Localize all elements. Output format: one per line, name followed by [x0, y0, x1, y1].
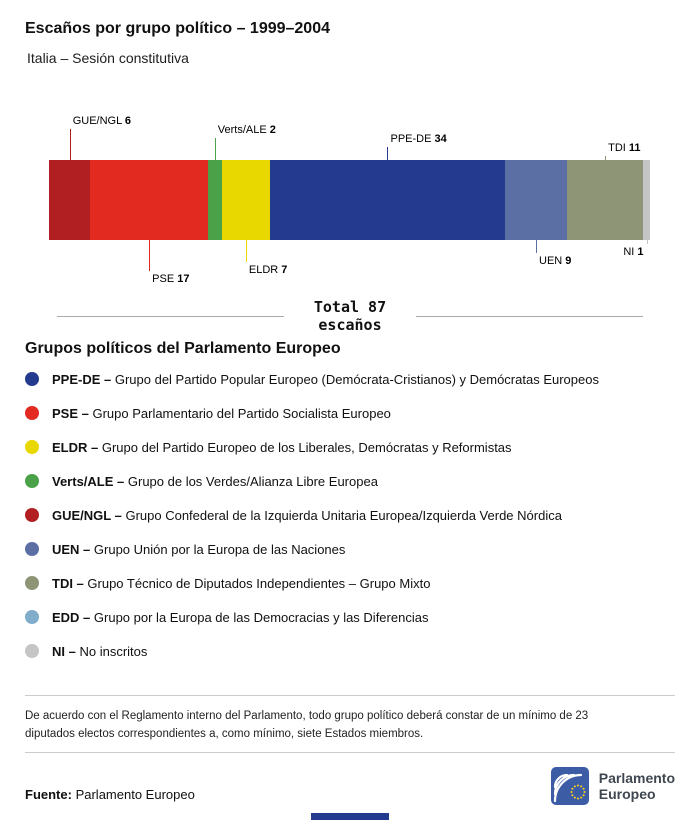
seats-chart [0, 104, 700, 294]
logo-text-line2: Europeo [598, 785, 656, 802]
total-divider-left [57, 316, 284, 317]
legend-dot-pse [25, 406, 39, 420]
total-row [57, 298, 643, 334]
bar-label-pse: PSE 17 [152, 273, 190, 285]
source-value: Parlamento Europeo [75, 786, 195, 802]
legend-label-eldr: ELDR – Grupo del Partido Europeo de los Liberales, Demócratas y Reformistas [52, 439, 512, 455]
legend-label-ppe-de: PPE-DE – Grupo del Partido Popular Europeo (Demócrata-Cristianos) y Demócratas Europeos [52, 371, 599, 387]
legend-item-edd [25, 600, 675, 634]
bar-label-gue-ngl: GUE/NGL 6 [72, 115, 132, 127]
legend-dot-uen [25, 542, 39, 556]
parliament-logo [551, 767, 675, 805]
legend-item-eldr [25, 430, 675, 464]
stacked-bar [49, 160, 650, 240]
divider-bottom [25, 752, 675, 753]
legend-label-edd: EDD – Grupo por la Europa de las Democracias y las Diferencias [52, 609, 429, 625]
legend-label-pse: PSE – Grupo Parlamentario del Partido Socialista Europeo [52, 405, 391, 421]
page-subtitle: Italia – Sesión constitutiva [27, 50, 189, 66]
bar-label-tdi: TDI 11 [608, 142, 641, 154]
callout-line-verts-ale [215, 138, 216, 160]
parliament-logo-text [599, 770, 675, 802]
bar-segment-gue-ngl [49, 160, 90, 240]
legend-dot-ppe-de [25, 372, 39, 386]
legend-item-ppe-de [25, 362, 675, 396]
source-label: Fuente: [25, 786, 72, 802]
bar-segment-ppe-de [270, 160, 505, 240]
legend-item-verts-ale [25, 464, 675, 498]
bar-segment-verts-ale [208, 160, 222, 240]
legend-label-uen: UEN – Grupo Unión por la Europa de las Naciones [52, 541, 346, 557]
total-label: Total 87 [313, 298, 387, 316]
bar-label-uen: UEN 9 [539, 255, 572, 267]
source [25, 787, 195, 805]
footnote: De acuerdo con el Reglamento interno del Parlamento, todo grupo político deberá constar de un mínimo de 23 diputados electos correspondientes a, como mínimo, siete Estados miembros. [25, 710, 589, 740]
legend-item-uen [25, 532, 675, 566]
bar-segment-tdi [567, 160, 643, 240]
legend-dot-eldr [25, 440, 39, 454]
legend-label-ni: NI – No inscritos [52, 643, 148, 659]
callout-line-ni [647, 240, 648, 244]
legend-item-gue-ngl [25, 498, 675, 532]
bar-label-eldr: ELDR 7 [248, 264, 288, 276]
legend-dot-ni [25, 644, 39, 658]
legend-list [25, 362, 675, 668]
callout-line-gue-ngl [70, 129, 71, 160]
legend-item-ni [25, 634, 675, 668]
callout-line-eldr [246, 240, 247, 262]
legend-dot-tdi [25, 576, 39, 590]
bar-segment-uen [505, 160, 567, 240]
total-sublabel: escaños [318, 316, 382, 334]
divider-top [25, 695, 675, 696]
legend-item-tdi [25, 566, 675, 600]
callout-line-tdi [605, 156, 606, 160]
european-parliament-logo-icon [551, 767, 589, 805]
legend-item-pse [25, 396, 675, 430]
legend-label-gue-ngl: GUE/NGL – Grupo Confederal de la Izquierda Unitaria Europea/Izquierda Verde Nórdica [52, 507, 562, 523]
callout-line-ppe-de [387, 147, 388, 160]
bar-segment-pse [90, 160, 207, 240]
legend-label-verts-ale: Verts/ALE – Grupo de los Verdes/Alianza Libre Europea [52, 473, 378, 489]
logo-text-line1: Parlamento [598, 769, 675, 786]
total-divider-right [416, 316, 643, 317]
bar-label-ppe-de: PPE-DE 34 [390, 133, 447, 145]
callout-line-pse [149, 240, 150, 271]
total-seats [284, 298, 416, 334]
callout-line-uen [536, 240, 537, 253]
legend-dot-verts-ale [25, 474, 39, 488]
legend-label-tdi: TDI – Grupo Técnico de Diputados Independientes – Grupo Mixto [52, 575, 431, 591]
legend-heading: Grupos políticos del Parlamento Europeo [25, 340, 341, 357]
legend-dot-gue-ngl [25, 508, 39, 522]
page-title: Escaños por grupo político – 1999–2004 [25, 20, 330, 37]
bar-segment-eldr [222, 160, 270, 240]
footer [25, 767, 675, 805]
bottom-accent-bar [311, 813, 389, 820]
legend-dot-edd [25, 610, 39, 624]
bar-label-verts-ale: Verts/ALE 2 [217, 124, 276, 136]
bar-segment-ni [643, 160, 650, 240]
bar-label-ni: NI 1 [623, 246, 644, 258]
